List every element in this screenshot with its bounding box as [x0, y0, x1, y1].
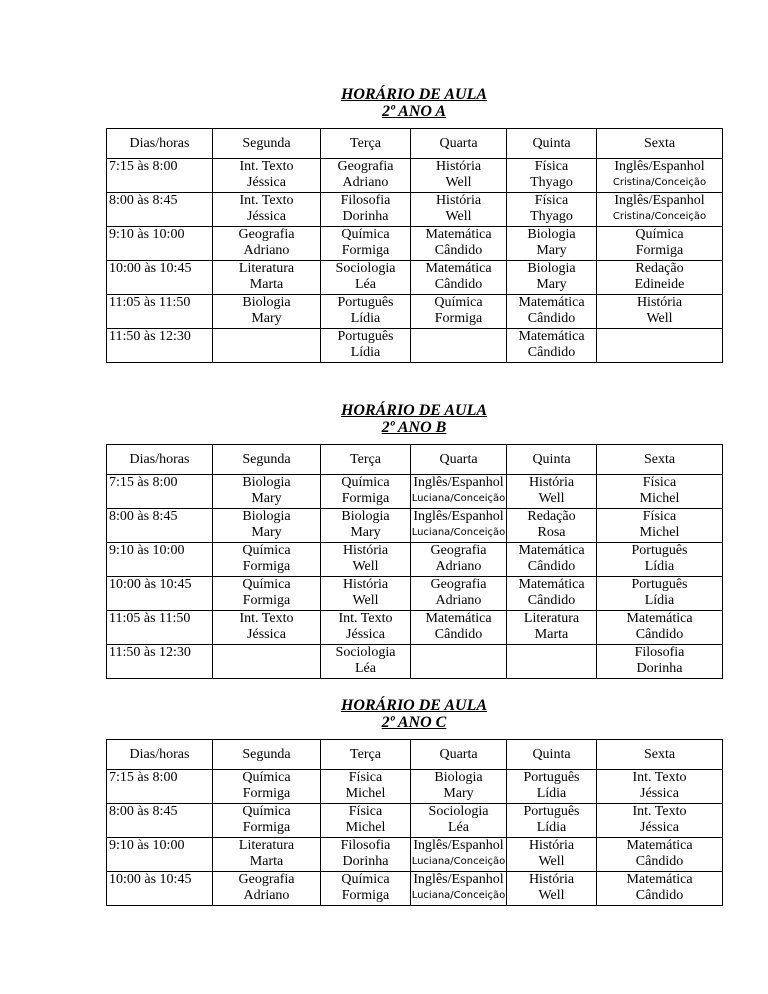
header-row	[107, 740, 723, 770]
subject-name: Português	[523, 804, 580, 819]
subject-name: Geografia	[238, 227, 295, 242]
teacher-name: Cândido	[527, 593, 576, 608]
subject-name: Geografia	[337, 159, 394, 174]
column-header: Dias/horas	[107, 740, 213, 770]
subject-name: Química	[242, 543, 291, 558]
teacher-name: Well	[538, 888, 565, 903]
class-cell	[507, 509, 597, 543]
subject-name: Inglês/Espanhol	[413, 475, 504, 490]
time-slot: 11:50 às 12:30	[107, 329, 213, 363]
column-header: Quinta	[507, 129, 597, 159]
subject-name: Química	[242, 770, 291, 785]
column-header: Terça	[321, 129, 411, 159]
schedule-title: HORÁRIO DE AULA	[340, 697, 488, 714]
subject-name: História	[528, 475, 575, 490]
subject-name: Biologia	[434, 770, 483, 785]
class-cell	[597, 543, 723, 577]
subject-name: Química	[341, 227, 390, 242]
header-row	[107, 129, 723, 159]
schedule-subtitle: 2º ANO A	[381, 103, 447, 120]
class-cell	[411, 475, 507, 509]
subject-name: Biologia	[527, 227, 576, 242]
class-cell	[213, 159, 321, 193]
class-cell	[213, 645, 321, 679]
class-cell	[321, 509, 411, 543]
class-cell	[213, 193, 321, 227]
class-cell	[411, 770, 507, 804]
subject-name: Matemática	[626, 611, 693, 626]
class-cell	[213, 838, 321, 872]
teacher-name: Michel	[639, 525, 680, 540]
subject-name: Int. Texto	[239, 159, 294, 174]
subject-name: Física	[534, 193, 569, 208]
class-cell	[321, 159, 411, 193]
subject-name: Literatura	[238, 261, 295, 276]
class-cell	[597, 770, 723, 804]
teacher-name: Adriano	[435, 593, 482, 608]
teacher-name: Formiga	[242, 786, 291, 801]
teacher-name: Jéssica	[247, 175, 286, 190]
teacher-name: Well	[538, 854, 565, 869]
teacher-name: Rosa	[537, 525, 566, 540]
subject-name: História	[636, 295, 683, 310]
class-cell	[321, 193, 411, 227]
teacher-name: Jéssica	[640, 786, 679, 801]
class-cell	[213, 227, 321, 261]
time-slot: 9:10 às 10:00	[107, 543, 213, 577]
subject-name: Química	[242, 804, 291, 819]
subject-name: Biologia	[341, 509, 390, 524]
class-cell	[213, 543, 321, 577]
column-header: Dias/horas	[107, 129, 213, 159]
class-cell	[321, 804, 411, 838]
subject-name: Int. Texto	[338, 611, 393, 626]
teacher-name: Adriano	[342, 175, 389, 190]
class-cell	[213, 611, 321, 645]
column-header: Terça	[321, 445, 411, 475]
teacher-name: Michel	[639, 491, 680, 506]
subject-name: Matemática	[518, 543, 585, 558]
subject-name: Geografia	[238, 872, 295, 887]
subject-name: Biologia	[527, 261, 576, 276]
schedule-title: HORÁRIO DE AULA	[340, 86, 488, 103]
column-header: Sexta	[597, 445, 723, 475]
teacher-name: Well	[352, 559, 379, 574]
teacher-name: Mary	[350, 525, 381, 540]
subject-name: Física	[534, 159, 569, 174]
table-row	[107, 261, 723, 295]
class-cell	[213, 475, 321, 509]
class-cell	[411, 159, 507, 193]
class-cell	[597, 838, 723, 872]
teacher-name: Mary	[251, 491, 282, 506]
class-cell	[411, 329, 507, 363]
class-cell	[213, 295, 321, 329]
subject-name: Filosofia	[340, 838, 391, 853]
subject-name: História	[342, 577, 389, 592]
column-header: Quinta	[507, 740, 597, 770]
class-cell	[411, 227, 507, 261]
subject-name: Geografia	[430, 543, 487, 558]
teacher-name: Jéssica	[640, 820, 679, 835]
time-slot: 7:15 às 8:00	[107, 770, 213, 804]
subject-name: Int. Texto	[632, 804, 687, 819]
subject-name: Int. Texto	[632, 770, 687, 785]
table-row	[107, 475, 723, 509]
subject-name: Filosofia	[340, 193, 391, 208]
teacher-name: Dorinha	[342, 854, 389, 869]
teacher-name: Dorinha	[342, 209, 389, 224]
schedule-subtitle: 2º ANO C	[381, 714, 447, 731]
class-cell	[213, 329, 321, 363]
teacher-name: Cristina/Conceição	[612, 177, 707, 188]
class-cell	[213, 577, 321, 611]
teacher-name: Jéssica	[346, 627, 385, 642]
schedule-2b	[106, 402, 722, 679]
subject-name: História	[435, 159, 482, 174]
column-header: Segunda	[213, 445, 321, 475]
teacher-name: Jéssica	[247, 209, 286, 224]
teacher-name: Mary	[443, 786, 474, 801]
subject-name: Matemática	[425, 611, 492, 626]
class-cell	[321, 295, 411, 329]
class-cell	[213, 872, 321, 906]
teacher-name: Marta	[249, 854, 284, 869]
teacher-name: Luciana/Conceição	[411, 527, 506, 538]
teacher-name: Marta	[249, 277, 284, 292]
teacher-name: Lídia	[644, 559, 675, 574]
teacher-name: Luciana/Conceição	[411, 856, 506, 867]
time-slot: 8:00 às 8:45	[107, 509, 213, 543]
teacher-name: Adriano	[243, 243, 290, 258]
class-cell	[321, 872, 411, 906]
time-slot: 11:50 às 12:30	[107, 645, 213, 679]
teacher-name: Well	[538, 491, 565, 506]
class-cell	[411, 838, 507, 872]
class-cell	[411, 804, 507, 838]
class-cell	[597, 295, 723, 329]
subject-name: Física	[642, 509, 677, 524]
teacher-name: Mary	[536, 277, 567, 292]
teacher-name: Jéssica	[247, 627, 286, 642]
class-cell	[411, 509, 507, 543]
teacher-name: Luciana/Conceição	[411, 493, 506, 504]
class-cell	[597, 872, 723, 906]
teacher-name: Léa	[355, 277, 376, 292]
class-cell	[213, 509, 321, 543]
table-row	[107, 770, 723, 804]
column-header: Quarta	[411, 445, 507, 475]
teacher-name: Mary	[251, 525, 282, 540]
teacher-name: Marta	[534, 627, 569, 642]
column-header: Terça	[321, 740, 411, 770]
subject-name: Química	[635, 227, 684, 242]
class-cell	[411, 611, 507, 645]
schedule-table	[106, 128, 723, 363]
class-cell	[507, 611, 597, 645]
class-cell	[213, 804, 321, 838]
teacher-name: Cândido	[635, 854, 684, 869]
class-cell	[321, 770, 411, 804]
subject-name: Biologia	[242, 475, 291, 490]
table-row	[107, 159, 723, 193]
subject-name: Português	[631, 543, 688, 558]
time-slot: 7:15 às 8:00	[107, 475, 213, 509]
subject-name: Física	[348, 804, 383, 819]
subject-name: Português	[337, 329, 394, 344]
time-slot: 7:15 às 8:00	[107, 159, 213, 193]
teacher-name: Formiga	[434, 311, 483, 326]
time-slot: 9:10 às 10:00	[107, 227, 213, 261]
time-slot: 10:00 às 10:45	[107, 577, 213, 611]
teacher-name: Léa	[448, 820, 469, 835]
class-cell	[411, 193, 507, 227]
class-cell	[507, 543, 597, 577]
class-cell	[507, 577, 597, 611]
teacher-name: Cândido	[434, 277, 483, 292]
class-cell	[321, 577, 411, 611]
class-cell	[507, 645, 597, 679]
class-cell	[321, 261, 411, 295]
table-row	[107, 804, 723, 838]
class-cell	[411, 872, 507, 906]
column-header: Quarta	[411, 740, 507, 770]
class-cell	[321, 475, 411, 509]
subject-name: História	[528, 872, 575, 887]
table-row	[107, 227, 723, 261]
class-cell	[507, 838, 597, 872]
schedule-table	[106, 444, 723, 679]
subject-name: Inglês/Espanhol	[614, 159, 705, 174]
class-cell	[507, 193, 597, 227]
subject-name: Redação	[635, 261, 684, 276]
teacher-name: Lídia	[536, 786, 567, 801]
class-cell	[597, 159, 723, 193]
table-row	[107, 295, 723, 329]
time-slot: 9:10 às 10:00	[107, 838, 213, 872]
class-cell	[597, 329, 723, 363]
teacher-name: Formiga	[242, 593, 291, 608]
teacher-name: Thyago	[530, 175, 573, 190]
teacher-name: Cândido	[434, 627, 483, 642]
teacher-name: Formiga	[242, 820, 291, 835]
time-slot: 8:00 às 8:45	[107, 804, 213, 838]
teacher-name: Formiga	[341, 888, 390, 903]
subject-name: Matemática	[425, 227, 492, 242]
class-cell	[597, 577, 723, 611]
subject-name: História	[528, 838, 575, 853]
subject-name: Sociologia	[335, 261, 396, 276]
class-cell	[507, 329, 597, 363]
column-header: Sexta	[597, 129, 723, 159]
class-cell	[411, 577, 507, 611]
subject-name: Português	[337, 295, 394, 310]
teacher-name: Mary	[536, 243, 567, 258]
class-cell	[597, 645, 723, 679]
subject-name: História	[435, 193, 482, 208]
class-cell	[507, 295, 597, 329]
teacher-name: Adriano	[435, 559, 482, 574]
teacher-name: Michel	[345, 786, 386, 801]
time-slot: 11:05 às 11:50	[107, 295, 213, 329]
class-cell	[597, 475, 723, 509]
teacher-name: Lídia	[644, 593, 675, 608]
class-cell	[411, 645, 507, 679]
subject-name: Física	[642, 475, 677, 490]
teacher-name: Cândido	[527, 345, 576, 360]
teacher-name: Cândido	[434, 243, 483, 258]
class-cell	[597, 509, 723, 543]
teacher-name: Well	[352, 593, 379, 608]
teacher-name: Well	[445, 175, 472, 190]
teacher-name: Thyago	[530, 209, 573, 224]
column-header: Dias/horas	[107, 445, 213, 475]
subject-name: Português	[523, 770, 580, 785]
teacher-name: Cristina/Conceição	[612, 211, 707, 222]
table-row	[107, 543, 723, 577]
teacher-name: Formiga	[341, 491, 390, 506]
teacher-name: Formiga	[635, 243, 684, 258]
subject-name: Física	[348, 770, 383, 785]
teacher-name: Lídia	[350, 311, 381, 326]
table-row	[107, 611, 723, 645]
class-cell	[321, 611, 411, 645]
teacher-name: Léa	[355, 661, 376, 676]
subject-name: Int. Texto	[239, 193, 294, 208]
class-cell	[597, 804, 723, 838]
table-row	[107, 838, 723, 872]
class-cell	[321, 227, 411, 261]
subject-name: Matemática	[518, 329, 585, 344]
class-cell	[507, 770, 597, 804]
subject-name: Português	[631, 577, 688, 592]
class-cell	[507, 872, 597, 906]
teacher-name: Well	[445, 209, 472, 224]
teacher-name: Edineide	[634, 277, 685, 292]
subject-name: Química	[341, 475, 390, 490]
teacher-name: Cândido	[527, 559, 576, 574]
subject-name: Química	[341, 872, 390, 887]
subject-name: Química	[434, 295, 483, 310]
table-row	[107, 645, 723, 679]
subject-name: Inglês/Espanhol	[614, 193, 705, 208]
teacher-name: Lídia	[350, 345, 381, 360]
column-header: Quarta	[411, 129, 507, 159]
subject-name: Matemática	[425, 261, 492, 276]
subject-name: Biologia	[242, 509, 291, 524]
class-cell	[321, 329, 411, 363]
table-row	[107, 577, 723, 611]
subject-name: Int. Texto	[239, 611, 294, 626]
subject-name: Sociologia	[428, 804, 489, 819]
column-header: Segunda	[213, 740, 321, 770]
class-cell	[321, 645, 411, 679]
time-slot: 10:00 às 10:45	[107, 261, 213, 295]
table-row	[107, 329, 723, 363]
subject-name: Literatura	[238, 838, 295, 853]
table-row	[107, 872, 723, 906]
class-cell	[507, 804, 597, 838]
subject-name: Filosofia	[634, 645, 685, 660]
teacher-name: Well	[646, 311, 673, 326]
class-cell	[321, 838, 411, 872]
subject-name: Matemática	[626, 838, 693, 853]
subject-name: Sociologia	[335, 645, 396, 660]
teacher-name: Cândido	[635, 627, 684, 642]
schedule-2a	[106, 86, 722, 363]
schedule-title: HORÁRIO DE AULA	[340, 402, 488, 419]
teacher-name: Mary	[251, 311, 282, 326]
class-cell	[213, 261, 321, 295]
subject-name: Matemática	[518, 577, 585, 592]
column-header: Sexta	[597, 740, 723, 770]
table-row	[107, 193, 723, 227]
schedule-table	[106, 739, 723, 906]
subject-name: Matemática	[626, 872, 693, 887]
time-slot: 11:05 às 11:50	[107, 611, 213, 645]
subject-name: História	[342, 543, 389, 558]
class-cell	[597, 261, 723, 295]
subject-name: Matemática	[518, 295, 585, 310]
class-cell	[507, 159, 597, 193]
subject-name: Química	[242, 577, 291, 592]
class-cell	[597, 193, 723, 227]
teacher-name: Dorinha	[636, 661, 683, 676]
subject-name: Biologia	[242, 295, 291, 310]
teacher-name: Cândido	[635, 888, 684, 903]
subject-name: Literatura	[523, 611, 580, 626]
class-cell	[411, 543, 507, 577]
class-cell	[321, 543, 411, 577]
subject-name: Inglês/Espanhol	[413, 838, 504, 853]
subject-name: Inglês/Espanhol	[413, 872, 504, 887]
time-slot: 10:00 às 10:45	[107, 872, 213, 906]
subject-name: Redação	[527, 509, 576, 524]
schedule-subtitle: 2º ANO B	[381, 419, 447, 436]
teacher-name: Adriano	[243, 888, 290, 903]
class-cell	[507, 475, 597, 509]
teacher-name: Formiga	[242, 559, 291, 574]
header-row	[107, 445, 723, 475]
subject-name: Geografia	[430, 577, 487, 592]
time-slot: 8:00 às 8:45	[107, 193, 213, 227]
teacher-name: Formiga	[341, 243, 390, 258]
teacher-name: Michel	[345, 820, 386, 835]
class-cell	[597, 227, 723, 261]
column-header: Quinta	[507, 445, 597, 475]
schedule-2c	[106, 697, 722, 906]
teacher-name: Cândido	[527, 311, 576, 326]
teacher-name: Lídia	[536, 820, 567, 835]
subject-name: Inglês/Espanhol	[413, 509, 504, 524]
class-cell	[411, 261, 507, 295]
table-row	[107, 509, 723, 543]
class-cell	[507, 261, 597, 295]
column-header: Segunda	[213, 129, 321, 159]
class-cell	[597, 611, 723, 645]
class-cell	[507, 227, 597, 261]
teacher-name: Luciana/Conceição	[411, 890, 506, 901]
class-cell	[213, 770, 321, 804]
class-cell	[411, 295, 507, 329]
